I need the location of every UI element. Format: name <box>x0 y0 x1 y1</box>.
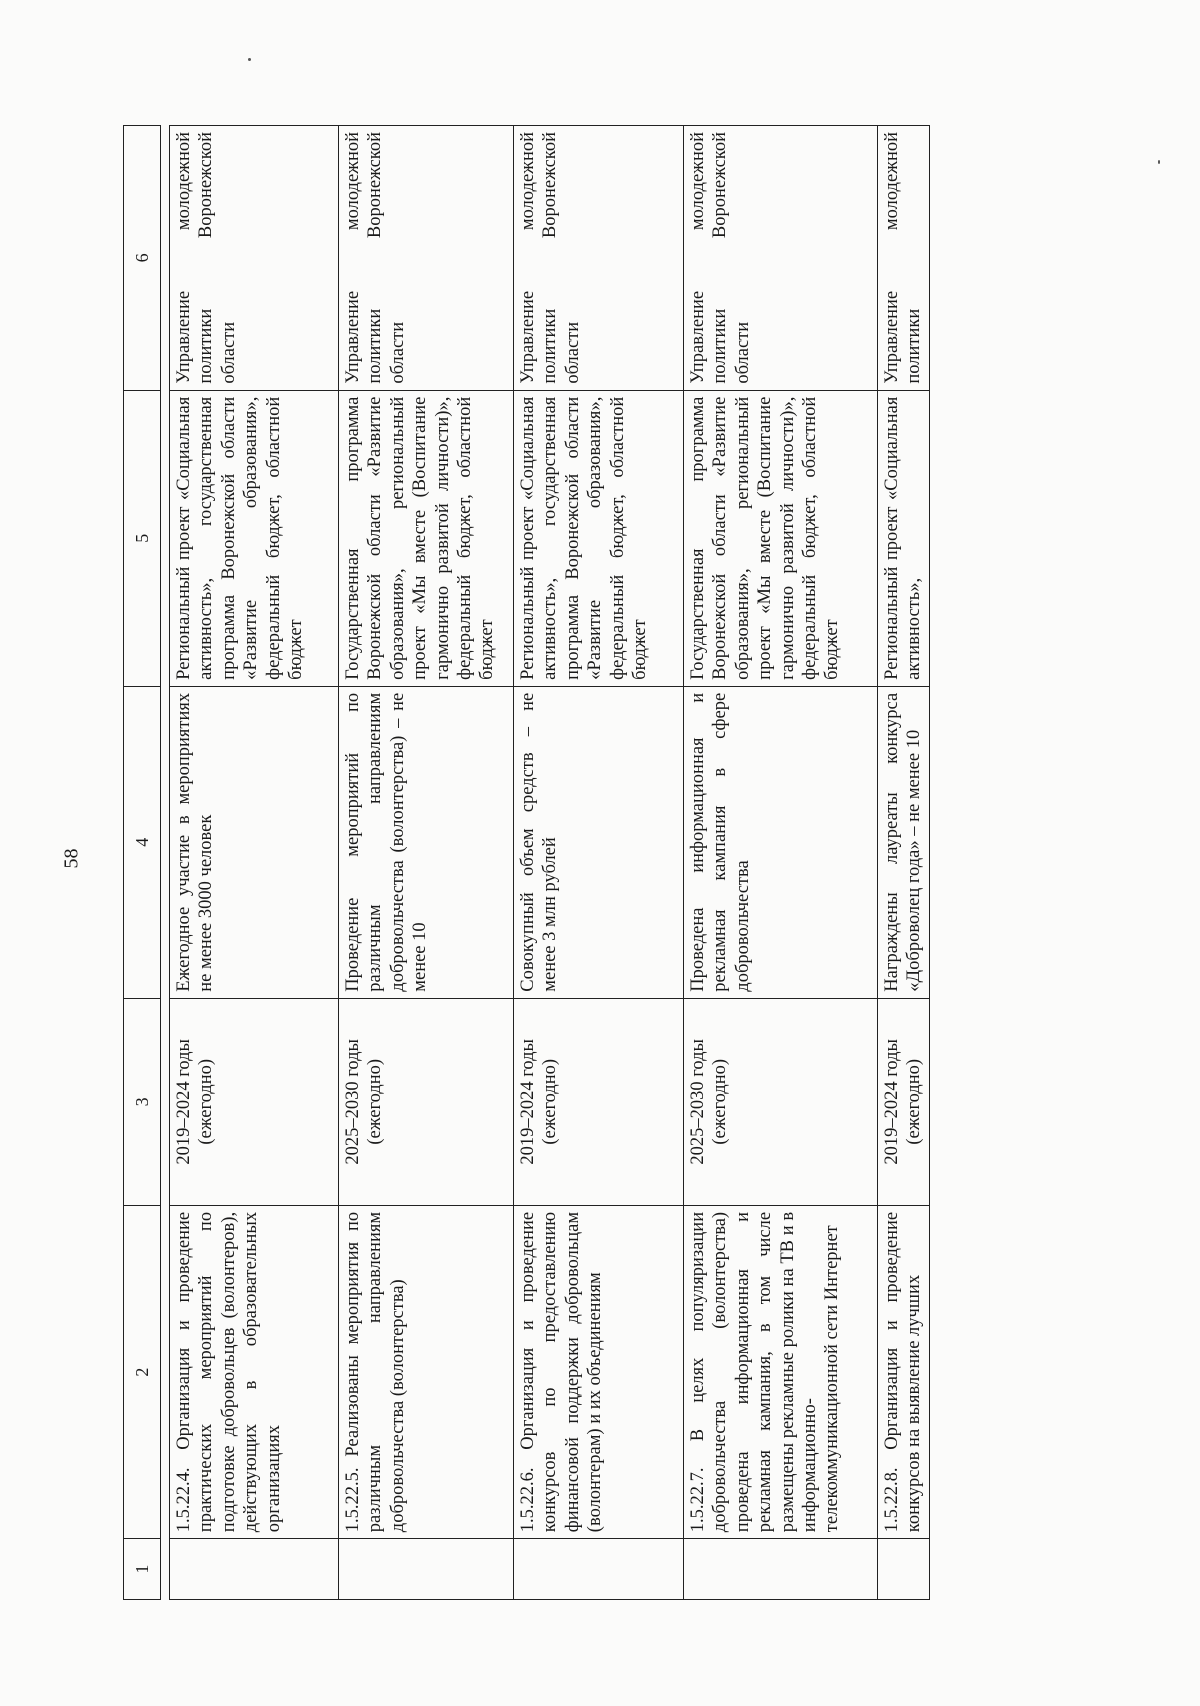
header-spacer-row <box>161 126 170 1600</box>
measure-cell: 1.5.22.6. Организация и проведение конкурсов по предоставлению финансовой поддержки добровольцам (волонтерам) и их объединениям <box>514 1205 684 1538</box>
scan-speck <box>248 58 251 61</box>
row-number-cell <box>878 1539 930 1600</box>
spacer-cell <box>161 998 170 1205</box>
result-cell: Проведение мероприятий по различным направлениям добровольчества (волонтерства) – не менее 10 <box>339 686 514 998</box>
measure-cell: 1.5.22.4. Организация и проведение практических мероприятий по подготовке добровольцев (волонтеров), действующих в образовательных организациях <box>170 1205 339 1538</box>
period-cell: 2025–2030 годы (ежегодно) <box>684 998 878 1205</box>
header-col-2: 2 <box>124 1205 161 1538</box>
table-row <box>684 126 878 1600</box>
spacer-cell <box>161 390 170 686</box>
spacer-cell <box>161 126 170 391</box>
source-cell: Государственная программа Воронежской области «Развитие образования», региональный проект «Мы вместе (Воспитание гармонично развитой личности)», федеральный бюджет, областной бюджет <box>339 390 514 686</box>
measure-cell: 1.5.22.5. Реализованы мероприятия по различным направлениям добровольчества (волонтерства) <box>339 1205 514 1538</box>
source-cell: Региональный проект «Социальная активность», государственная программа Воронежской области «Развитие образования», федеральный бюджет, областной бюджет <box>514 390 684 686</box>
result-cell: Награждены лауреаты конкурса «Доброволец года» – не менее 10 <box>878 686 930 998</box>
result-cell: Проведена информационная и рекламная кампания в сфере добровольчества <box>684 686 878 998</box>
header-col-6: 6 <box>124 126 161 391</box>
header-col-5: 5 <box>124 390 161 686</box>
period-cell: 2019–2024 годы (ежегодно) <box>514 998 684 1205</box>
table-row <box>878 126 930 1600</box>
rotated-table-container <box>123 125 1083 1600</box>
source-cell: Региональный проект «Социальная активность», государственная программа Воронежской области «Развитие образования», федеральный бюджет, областной бюджет <box>170 390 339 686</box>
source-cell: Государственная программа Воронежской области «Развитие образования», региональный проект «Мы вместе (Воспитание гармонично развитой личности)», федеральный бюджет, областной бюджет <box>684 390 878 686</box>
measures-table <box>123 125 930 1600</box>
executor-cell: Управление молодежной политики Воронежской области <box>684 126 878 391</box>
row-number-cell <box>514 1539 684 1600</box>
page-number: 58 <box>60 848 83 869</box>
row-number-cell <box>684 1539 878 1600</box>
table-row <box>339 126 514 1600</box>
row-number-cell <box>170 1539 339 1600</box>
row-number-cell <box>339 1539 514 1600</box>
table-row <box>170 126 339 1600</box>
header-col-4: 4 <box>124 686 161 998</box>
table-row <box>514 126 684 1600</box>
executor-cell: Управление молодежной политики Воронежской области <box>339 126 514 391</box>
spacer-cell <box>161 1539 170 1600</box>
period-cell: 2025–2030 годы (ежегодно) <box>339 998 514 1205</box>
scan-speck <box>1158 160 1160 164</box>
result-cell: Совокупный объем средств – не менее 3 млн рублей <box>514 686 684 998</box>
header-col-3: 3 <box>124 998 161 1205</box>
header-col-1: 1 <box>124 1539 161 1600</box>
spacer-cell <box>161 1205 170 1538</box>
period-cell: 2019–2024 годы (ежегодно) <box>170 998 339 1205</box>
column-number-row <box>124 126 161 1600</box>
measure-cell: 1.5.22.8. Организация и проведение конкурсов на выявление лучших <box>878 1205 930 1538</box>
source-cell: Региональный проект «Социальная активность», <box>878 390 930 686</box>
period-cell: 2019–2024 годы (ежегодно) <box>878 998 930 1205</box>
executor-cell: Управление молодежной политики Воронежской области <box>514 126 684 391</box>
spacer-cell <box>161 686 170 998</box>
executor-cell: Управление молодежной политики Воронежской области <box>170 126 339 391</box>
measure-cell: 1.5.22.7. В целях популяризации добровольчества (волонтерства) проведена информационная и рекламная кампания, в том числе размещены рекламные ролики на ТВ и в информационно-телекоммуникационной сети Интернет <box>684 1205 878 1538</box>
result-cell: Ежегодное участие в мероприятиях не менее 3000 человек <box>170 686 339 998</box>
executor-cell: Управление молодежной политики <box>878 126 930 391</box>
